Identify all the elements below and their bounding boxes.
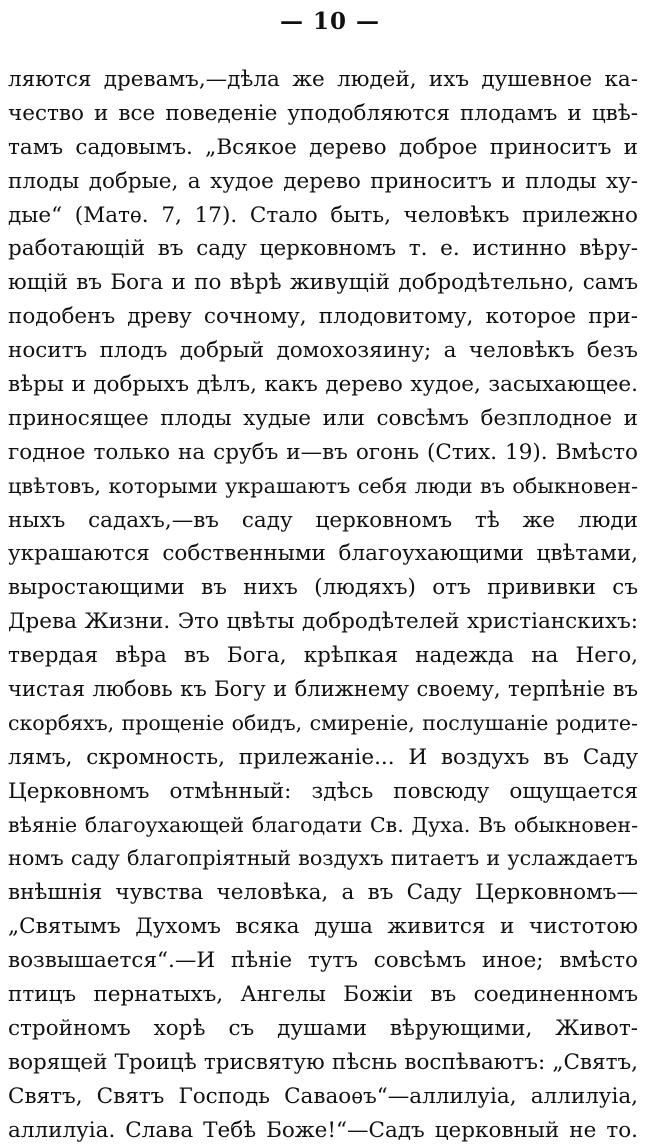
- text-line: номъ саду благопрiятный воздухъ питаетъ и услаждаетъ: [8, 846, 638, 871]
- text-line: выростающими въ нихъ (людяхъ) отъ прививки съ: [8, 575, 638, 601]
- text-line: твердая вѣра въ Бога, крѣпкая надежда на Него,: [8, 643, 638, 669]
- page-number: — 10 —: [279, 8, 381, 35]
- text-line: скорбяхъ, прощенiе обидъ, смиренiе, послушанiе родите-: [8, 710, 638, 735]
- text-line: чество и все поведенiе уподобляются плодамъ и цвѣ-: [8, 100, 638, 126]
- text-line: ляются древамъ,—дѣла же людей, ихъ душевное ка-: [8, 67, 638, 92]
- text-line: лямъ, скромность, прилежанiе... И воздухъ въ Саду: [8, 744, 638, 770]
- text-line: чистая любовь къ Богу и ближнему своему, терпѣнiе въ: [8, 677, 638, 702]
- text-line: ворящей Троицѣ трисвятую пѣснь воспѣваютъ: „Святъ,: [8, 1049, 638, 1075]
- text-line: вѣры и добрыхъ дѣлъ, какъ дерево худое, засыхающее.: [8, 372, 638, 398]
- text-line: дые“ (Матѳ. 7, 17). Стало быть, человѣкъ прилежно: [8, 202, 638, 228]
- text-line: годное только на срубъ и—въ огонь (Стих. 19). Вмѣсто: [8, 439, 638, 465]
- text-line: аллилуiа. Слава Тебѣ Боже!“—Садъ церковный не то.: [8, 1117, 638, 1143]
- text-line: стройномъ хорѣ съ душами вѣрующими, Живот-: [8, 1015, 638, 1041]
- text-line: Древа Жизни. Это цвѣты добродѣтелей христiанскихъ:: [8, 609, 638, 635]
- text-line: Церковномъ отмѣнный: здѣсь повсюду ощущается: [8, 778, 638, 804]
- text-line: плоды добрые, а худое дерево приноситъ и плоды ху-: [8, 168, 638, 194]
- text-line: приносящее плоды худые или совсѣмъ безплодное и: [8, 405, 638, 431]
- text-line: подобенъ древу сочному, плодовитому, которое при-: [8, 304, 638, 330]
- text-line: ющiй въ Бога и по вѣрѣ живущiй добродѣтельно, самъ: [8, 270, 638, 296]
- text-line: возвышается“.—И пѣнiе тутъ совсѣмъ иное; вмѣсто: [8, 948, 638, 974]
- text-line: украшаются собственными благоухающими цвѣтами,: [8, 541, 638, 567]
- text-line: Святъ, Святъ Господь Саваоѳъ“—аллилуiа, аллилуiа,: [8, 1083, 638, 1109]
- text-line: внѣшнiя чувства человѣка, а въ Саду Церковномъ—: [8, 880, 638, 906]
- text-line: ныхъ садахъ,—въ саду церковномъ тѣ же люди: [8, 507, 638, 533]
- body-text: [8, 63, 638, 1148]
- text-line: птицъ пернатыхъ, Ангелы Божiи въ соединенномъ: [8, 982, 638, 1008]
- text-line: тамъ садовымъ. „Всякое дерево доброе приноситъ и: [8, 134, 638, 160]
- text-line: работающiй въ саду церковномъ т. е. истинно вѣру-: [8, 236, 638, 262]
- text-line: носитъ плодъ добрый домохозяину; а человѣкъ безъ: [8, 338, 638, 364]
- text-line: вѣянiе благоухающей благодати Св. Духа. Въ обыкновен-: [8, 812, 638, 837]
- text-line: „Святымъ Духомъ всяка душа живится и чистотою: [8, 914, 638, 940]
- text-line: цвѣтовъ, которыми украшаютъ себя люди въ обыкновен-: [8, 473, 638, 498]
